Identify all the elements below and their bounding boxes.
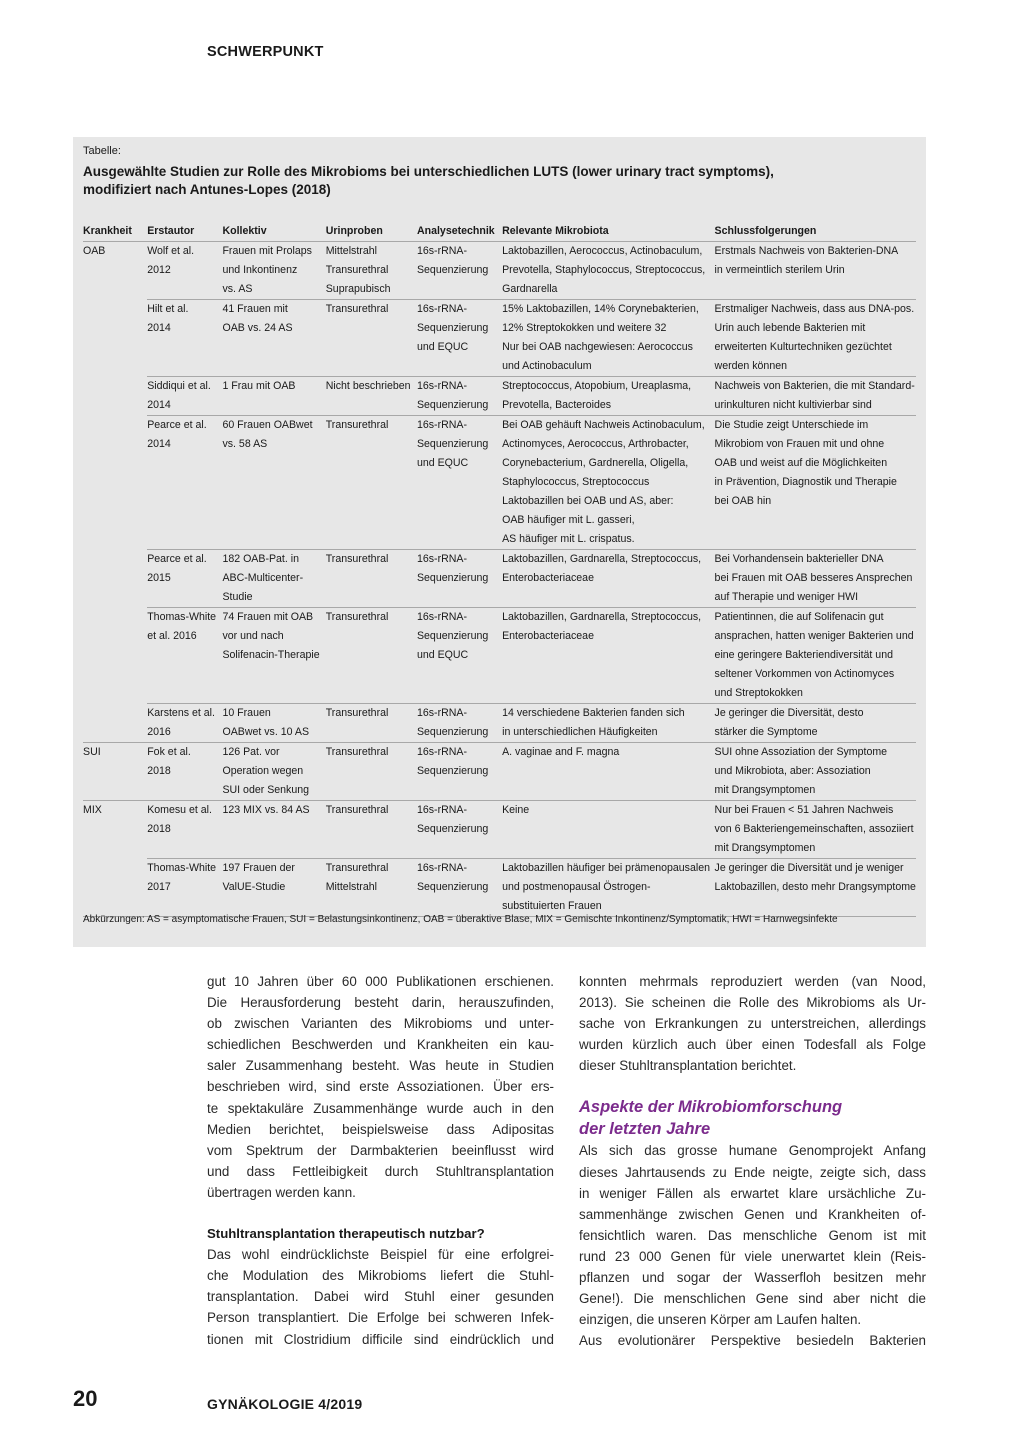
text-line: dieses Jahrtausends zu Ende neigte, zeigte sich, dass: [579, 1164, 926, 1180]
cell-line: vs. AS: [222, 283, 253, 295]
cell-line: Siddiqui et al.: [147, 380, 211, 392]
cell-line: Actinomyces, Aerococcus, Arthrobacter,: [502, 438, 689, 450]
cell-urinproben: [326, 859, 417, 917]
table-row: [83, 300, 916, 377]
cell-line: 2017: [147, 881, 171, 893]
cell-line: 16s-rRNA-: [416, 804, 467, 816]
cell-erstautor: [147, 377, 222, 416]
cell-line: Solifenacin-Therapie: [222, 649, 320, 661]
cell-line: Keine: [502, 804, 530, 816]
cell-urinproben: [326, 550, 417, 608]
cell-line: 123 MIX vs. 84 AS: [222, 804, 310, 816]
text-line: sache von Erkrankungen zu unterstreichen, allerdings: [579, 1016, 926, 1032]
text-line: ob zwischen Varianten des Mikrobioms und unter-: [207, 1016, 554, 1032]
header-schlussfolgerungen: Schlussfolgerungen: [714, 225, 817, 237]
text-line: transplantation. Dabei wird Stuhl einer gesunden: [207, 1289, 554, 1305]
cell-erstautor: [147, 743, 222, 801]
cell-line: OAB und weist auf die Möglichkeiten: [714, 457, 888, 469]
header-krankheit: Krankheit: [83, 225, 132, 237]
text-line: che Modulation des Mikrobioms liefert die Stuhl-: [207, 1268, 554, 1284]
cell-line: und Streptokokken: [714, 687, 803, 699]
cell-line: 60 Frauen OABwet: [222, 419, 313, 431]
text-line: gut 10 Jahren über 60 000 Publikationen erschienen.: [207, 974, 554, 989]
cell-mikrobiota: [502, 550, 714, 608]
cell-line: Sequenzierung: [416, 572, 489, 584]
header-urinproben: Urinproben: [325, 225, 383, 237]
cell-line: 10 Frauen: [222, 707, 271, 719]
text-line: 2013). Sie scheinen die Rolle des Mikrobioms als Ur-: [579, 995, 926, 1011]
cell-line: Sequenzierung: [416, 630, 489, 642]
cell-line: Laktobazillen, Gardnarella, Streptococcus,: [502, 553, 702, 565]
cell-line: und EQUC: [416, 649, 469, 661]
text-line: Person transplantiert. Die Erfolge bei schweren Infek-: [207, 1310, 554, 1326]
cell-line: OAB: [83, 245, 106, 257]
cell-analysetechnik: [417, 300, 502, 377]
cell-mikrobiota: [502, 608, 714, 704]
cell-line: Enterobacteriaceae: [502, 630, 594, 642]
cell-line: 16s-rRNA-: [416, 862, 467, 874]
cell-schlussfolgerungen: [715, 377, 916, 416]
cell-line: seltener Vorkommen von Actinomyces: [714, 668, 895, 680]
text-line: Das wohl eindrücklichste Beispiel für eine erfolgrei-: [207, 1247, 554, 1263]
table-title-line: Ausgewählte Studien zur Rolle des Mikrobioms bei unterschiedlichen LUTS (lower urinary tract symptoms),: [83, 164, 774, 179]
cell-line: Streptococcus, Atopobium, Ureaplasma,: [502, 380, 692, 392]
cell-schlussfolgerungen: [715, 242, 916, 300]
cell-line: Sequenzierung: [416, 726, 489, 738]
cell-erstautor: [147, 550, 222, 608]
cell-kollektiv: [222, 300, 325, 377]
cell-line: Suprapubisch: [325, 283, 391, 295]
cell-line: 16s-rRNA-: [416, 611, 467, 623]
paragraph: [207, 1244, 554, 1349]
cell-analysetechnik: [417, 801, 502, 859]
header-erstautor: Erstautor: [147, 225, 195, 237]
cell-line: Je geringer die Diversität und je weniger: [714, 862, 904, 874]
article-left-column: [207, 971, 554, 1350]
cell-schlussfolgerungen: [715, 608, 916, 704]
cell-line: Pearce et al.: [147, 419, 207, 431]
header-mikrobiota: Relevante Mikrobiota: [502, 225, 609, 237]
section-heading: [579, 1096, 926, 1140]
cell-line: Transurethral: [325, 553, 389, 565]
cell-kollektiv: [222, 704, 325, 743]
cell-line: Sequenzierung: [416, 322, 489, 334]
cell-line: Thomas-White: [147, 611, 217, 623]
text-line: Aus evolutionärer Perspektive besiedeln Bakterien: [579, 1333, 926, 1349]
cell-line: Transurethral: [325, 862, 389, 874]
cell-line: Enterobacteriaceae: [502, 572, 594, 584]
cell-mikrobiota: [502, 704, 714, 743]
table-header-row: [83, 222, 916, 242]
cell-urinproben: [326, 377, 417, 416]
cell-schlussfolgerungen: [715, 704, 916, 743]
cell-mikrobiota: [502, 801, 714, 859]
cell-line: 2018: [147, 765, 171, 777]
cell-urinproben: [326, 416, 417, 550]
cell-line: und Mikrobiota, aber: Assoziation: [714, 765, 871, 777]
cell-line: Nachweis von Bakterien, die mit Standard-: [714, 380, 915, 392]
cell-krankheit: [83, 859, 147, 917]
cell-analysetechnik: [417, 608, 502, 704]
cell-erstautor: [147, 416, 222, 550]
cell-line: A. vaginae and F. magna: [502, 746, 620, 758]
header-kollektiv: Kollektiv: [222, 225, 267, 237]
journal-name: GYNÄKOLOGIE 4/2019: [207, 1396, 363, 1412]
cell-line: 2018: [147, 823, 171, 835]
table-row: [83, 242, 916, 300]
cell-line: Thomas-White: [147, 862, 217, 874]
cell-line: Sequenzierung: [416, 823, 489, 835]
cell-line: 2014: [147, 399, 171, 411]
cell-line: Die Studie zeigt Unterschiede im: [714, 419, 869, 431]
text-line: einzigen, die unseren Körper am Laufen halten.: [579, 1312, 862, 1328]
cell-line: 16s-rRNA-: [416, 707, 467, 719]
cell-line: OAB vs. 24 AS: [222, 322, 293, 334]
cell-urinproben: [326, 801, 417, 859]
cell-krankheit: [83, 704, 147, 743]
table-row: [83, 743, 916, 801]
table-box: [73, 137, 926, 947]
cell-line: Hilt et al.: [147, 303, 189, 315]
cell-line: 16s-rRNA-: [416, 419, 467, 431]
cell-line: urinkulturen nicht kultivierbar sind: [714, 399, 872, 411]
cell-krankheit: [83, 300, 147, 377]
cell-erstautor: [147, 608, 222, 704]
cell-krankheit: [83, 416, 147, 550]
cell-line: Studie: [222, 591, 253, 603]
cell-krankheit: [83, 801, 147, 859]
text-line: übertragen werden kann.: [207, 1184, 356, 1200]
paragraph: [207, 971, 554, 1203]
cell-line: 2014: [147, 322, 171, 334]
cell-analysetechnik: [417, 377, 502, 416]
cell-line: Transurethral: [325, 804, 389, 816]
text-line: und dass Fettleibigkeit durch Stuhltransplantation: [207, 1163, 554, 1179]
cell-line: 2015: [147, 572, 171, 584]
cell-line: Fok et al.: [147, 746, 191, 758]
cell-line: 126 Pat. vor: [222, 746, 280, 758]
studies-table: [83, 222, 916, 917]
cell-line: Transurethral: [325, 707, 389, 719]
cell-mikrobiota: [502, 743, 714, 801]
cell-line: Prevotella, Bacteroides: [502, 399, 612, 411]
cell-line: 2014: [147, 438, 171, 450]
cell-line: mit Drangsymptomen: [714, 842, 816, 854]
table-row: [83, 416, 916, 550]
section-label: SCHWERPUNKT: [207, 44, 324, 60]
table-row: [83, 608, 916, 704]
cell-line: in unterschiedlichen Häufigkeiten: [502, 726, 658, 738]
cell-line: Mittelstrahl: [325, 245, 377, 257]
cell-erstautor: [147, 704, 222, 743]
cell-line: Staphylococcus, Streptococcus: [502, 476, 650, 488]
table-title-line: modifiziert nach Antunes-Lopes (2018): [83, 182, 331, 197]
cell-krankheit: [83, 743, 147, 801]
cell-line: Bei OAB gehäuft Nachweis Actinobaculum,: [502, 419, 705, 431]
cell-line: 41 Frauen mit: [222, 303, 288, 315]
text-line: dieser Stuhltransplantation berichtet.: [579, 1058, 797, 1074]
cell-line: SUI ohne Assoziation der Symptome: [714, 746, 888, 758]
cell-line: Sequenzierung: [416, 881, 489, 893]
table-label: Tabelle:: [83, 145, 121, 157]
text-line: in weniger Fällen als erwartet klare ursächliche Zu-: [579, 1185, 926, 1201]
cell-line: 16s-rRNA-: [416, 303, 467, 315]
cell-line: Urin auch lebende Bakterien mit: [714, 322, 866, 334]
cell-line: Transurethral: [325, 611, 389, 623]
cell-krankheit: [83, 608, 147, 704]
text-line: saler Zusammenhang besteht. Was heute in Studien: [207, 1058, 554, 1074]
cell-line: Laktobazillen bei OAB und AS, aber:: [502, 495, 674, 507]
cell-kollektiv: [222, 242, 325, 300]
text-line: sammenhänge zwischen Genen und Krankheiten of-: [579, 1206, 926, 1222]
subheading: Stuhltransplantation therapeutisch nutzbar?: [207, 1226, 485, 1242]
cell-line: Karstens et al.: [147, 707, 215, 719]
cell-line: 16s-rRNA-: [416, 553, 467, 565]
cell-line: und Inkontinenz: [222, 264, 298, 276]
cell-line: 12% Streptokokken und weitere 32: [502, 322, 667, 334]
cell-line: Transurethral: [325, 303, 389, 315]
text-line: schiedlichen Beschwerden und Krankheiten ein kau-: [207, 1037, 554, 1053]
text-line: Gene!). Die menschlichen Gene sind aber nicht die: [579, 1291, 926, 1307]
cell-line: Transurethral: [325, 264, 389, 276]
table-row: [83, 859, 916, 917]
cell-line: Mittelstrahl: [325, 881, 377, 893]
cell-line: in Prävention, Diagnostik und Therapie: [714, 476, 897, 488]
text-line: te spektakuläre Zusammenhänge wurde auch in den: [207, 1100, 554, 1116]
cell-line: und EQUC: [416, 341, 469, 353]
cell-line: Bei Vorhandensein bakterieller DNA: [714, 553, 884, 565]
cell-line: SUI: [83, 746, 101, 758]
cell-line: Laktobazillen, Aerococcus, Actinobaculum,: [502, 245, 703, 257]
table-title: [83, 163, 903, 199]
cell-line: und postmenopausal Östrogen-: [502, 881, 651, 893]
cell-line: Wolf et al.: [147, 245, 195, 257]
text-line: wurden kürzlich auch über einen Todesfall als Folge: [579, 1037, 926, 1053]
cell-mikrobiota: [502, 242, 714, 300]
cell-line: Operation wegen: [222, 765, 304, 777]
cell-line: Transurethral: [325, 746, 389, 758]
cell-line: stärker die Symptome: [714, 726, 818, 738]
cell-line: OABwet vs. 10 AS: [222, 726, 310, 738]
cell-line: Laktobazillen, Gardnarella, Streptococcus,: [502, 611, 702, 623]
cell-line: 1 Frau mit OAB: [222, 380, 296, 392]
cell-mikrobiota: [502, 300, 714, 377]
cell-line: ValUE-Studie: [222, 881, 286, 893]
cell-krankheit: [83, 377, 147, 416]
cell-analysetechnik: [417, 416, 502, 550]
cell-urinproben: [326, 242, 417, 300]
cell-erstautor: [147, 242, 222, 300]
section-heading-line: der letzten Jahre: [579, 1120, 711, 1139]
cell-line: Patientinnen, die auf Solifenacin gut: [714, 611, 884, 623]
cell-line: erweiterten Kulturtechniken gezüchtet: [714, 341, 892, 353]
cell-line: Laktobazillen, desto mehr Drangsymptome: [714, 881, 916, 893]
cell-line: 15% Laktobazillen, 14% Corynebakterien,: [502, 303, 699, 315]
text-line: beschrieben wird, sind erste Assoziationen. Über ers-: [207, 1079, 554, 1095]
cell-kollektiv: [222, 743, 325, 801]
text-line: pflanzen und sogar der Wasserfloh besitzen mehr: [579, 1270, 926, 1286]
cell-line: SUI oder Senkung: [222, 784, 310, 796]
header-analysetechnik: Analysetechnik: [416, 225, 495, 237]
table-row: [83, 377, 916, 416]
cell-schlussfolgerungen: [715, 550, 916, 608]
cell-line: et al. 2016: [147, 630, 197, 642]
cell-analysetechnik: [417, 859, 502, 917]
cell-schlussfolgerungen: [715, 743, 916, 801]
paragraph: [579, 971, 926, 1076]
text-line: Medien berichtet, beispielsweise dass Adipositas: [207, 1121, 554, 1137]
cell-line: 14 verschiedene Bakterien fanden sich: [502, 707, 685, 719]
table-row: [83, 550, 916, 608]
cell-analysetechnik: [417, 550, 502, 608]
cell-kollektiv: [222, 416, 325, 550]
cell-urinproben: [326, 608, 417, 704]
cell-line: werden können: [714, 360, 787, 372]
cell-line: Transurethral: [325, 419, 389, 431]
text-line: tionen mit Clostridium difficile sind eindrücklich und: [207, 1331, 554, 1347]
cell-line: 182 OAB-Pat. in: [222, 553, 300, 565]
cell-mikrobiota: [502, 859, 714, 917]
cell-line: Prevotella, Staphylococcus, Streptococcus,: [502, 264, 706, 276]
cell-kollektiv: [222, 550, 325, 608]
cell-line: AS häufiger mit L. crispatus.: [502, 533, 635, 545]
cell-analysetechnik: [417, 743, 502, 801]
cell-line: Sequenzierung: [416, 264, 489, 276]
cell-line: in vermeintlich sterilem Urin: [714, 264, 845, 276]
table-row: [83, 801, 916, 859]
cell-analysetechnik: [417, 242, 502, 300]
text-line: Die Herausforderung besteht darin, herauszufinden,: [207, 995, 554, 1011]
cell-urinproben: [326, 300, 417, 377]
paragraph: [579, 1140, 926, 1351]
cell-line: Corynebacterium, Gardnerella, Oligella,: [502, 457, 689, 469]
table-body: [83, 242, 916, 917]
cell-kollektiv: [222, 608, 325, 704]
cell-line: Frauen mit Prolaps: [222, 245, 312, 257]
cell-line: und EQUC: [416, 457, 469, 469]
cell-schlussfolgerungen: [715, 801, 916, 859]
cell-line: eine geringere Bakteriendiversität und: [714, 649, 893, 661]
text-line: konnten mehrmals reproduziert werden (van Nood,: [579, 974, 926, 989]
cell-line: substituierten Frauen: [502, 900, 602, 912]
cell-line: bei OAB hin: [714, 495, 772, 507]
text-line: vom Spektrum der Darmbakterien beeinflusst wird: [207, 1142, 554, 1158]
cell-line: und Actinobaculum: [502, 360, 592, 372]
cell-line: 16s-rRNA-: [416, 746, 467, 758]
cell-line: Sequenzierung: [416, 438, 489, 450]
cell-line: Nicht beschrieben: [325, 380, 411, 392]
cell-erstautor: [147, 300, 222, 377]
cell-line: Komesu et al.: [147, 804, 212, 816]
cell-schlussfolgerungen: [715, 859, 916, 917]
cell-kollektiv: [222, 801, 325, 859]
cell-line: mit Drangsymptomen: [714, 784, 816, 796]
cell-line: Nur bei OAB nachgewiesen: Aerococcus: [502, 341, 693, 353]
cell-line: Nur bei Frauen < 51 Jahren Nachweis: [714, 804, 894, 816]
cell-line: Mikrobiom von Frauen mit und ohne: [714, 438, 885, 450]
cell-schlussfolgerungen: [715, 300, 916, 377]
cell-line: 197 Frauen der: [222, 862, 295, 874]
cell-schlussfolgerungen: [715, 416, 916, 550]
cell-line: 2016: [147, 726, 171, 738]
abbreviations-note: Abkürzungen: AS = asymptomatische Frauen, SUI = Belastungsinkontinenz, OAB = überaktive Blase, MIX = Gemischte Inkontinenz/Symptomatik, HWI = Harnwegsinfekte: [83, 914, 838, 925]
cell-line: vor und nach: [222, 630, 284, 642]
cell-line: Laktobazillen häufiger bei prämenopausalen: [502, 862, 710, 874]
table-row: [83, 704, 916, 743]
text-line: Als sich das grosse humane Genomprojekt Anfang: [579, 1143, 926, 1159]
cell-kollektiv: [222, 859, 325, 917]
cell-line: vs. 58 AS: [222, 438, 268, 450]
cell-line: Sequenzierung: [416, 765, 489, 777]
cell-line: ansprachen, hatten weniger Bakterien und: [714, 630, 914, 642]
article-right-column: [579, 971, 926, 1351]
section-heading-line: Aspekte der Mikrobiomforschung: [579, 1098, 843, 1117]
cell-line: MIX: [83, 804, 102, 816]
cell-mikrobiota: [502, 416, 714, 550]
cell-line: Sequenzierung: [416, 399, 489, 411]
cell-erstautor: [147, 801, 222, 859]
cell-urinproben: [326, 704, 417, 743]
cell-line: Gardnarella: [502, 283, 558, 295]
cell-line: Pearce et al.: [147, 553, 207, 565]
cell-urinproben: [326, 743, 417, 801]
cell-line: ABC-Multicenter-: [222, 572, 304, 584]
cell-line: OAB häufiger mit L. gasseri,: [502, 514, 635, 526]
cell-line: 16s-rRNA-: [416, 245, 467, 257]
cell-line: bei Frauen mit OAB besseres Ansprechen: [714, 572, 913, 584]
cell-krankheit: [83, 242, 147, 300]
cell-line: 16s-rRNA-: [416, 380, 467, 392]
cell-erstautor: [147, 859, 222, 917]
cell-line: Erstmals Nachweis von Bakterien-DNA: [714, 245, 899, 257]
text-line: fensichtlich waren. Das menschliche Genom ist mit: [579, 1227, 926, 1243]
cell-line: 2012: [147, 264, 171, 276]
cell-line: Erstmaliger Nachweis, dass aus DNA-pos.: [714, 303, 915, 315]
text-line: rund 23 000 Genen für viele unerwartet klein (Reis-: [579, 1248, 926, 1264]
cell-mikrobiota: [502, 377, 714, 416]
cell-analysetechnik: [417, 704, 502, 743]
cell-line: Je geringer die Diversität, desto: [714, 707, 864, 719]
cell-kollektiv: [222, 377, 325, 416]
cell-line: von 6 Bakteriengemeinschaften, assoziiert: [714, 823, 914, 835]
page-number: 20: [73, 1386, 98, 1411]
cell-line: auf Therapie und weniger HWI: [714, 591, 859, 603]
cell-line: 74 Frauen mit OAB: [222, 611, 314, 623]
cell-krankheit: [83, 550, 147, 608]
